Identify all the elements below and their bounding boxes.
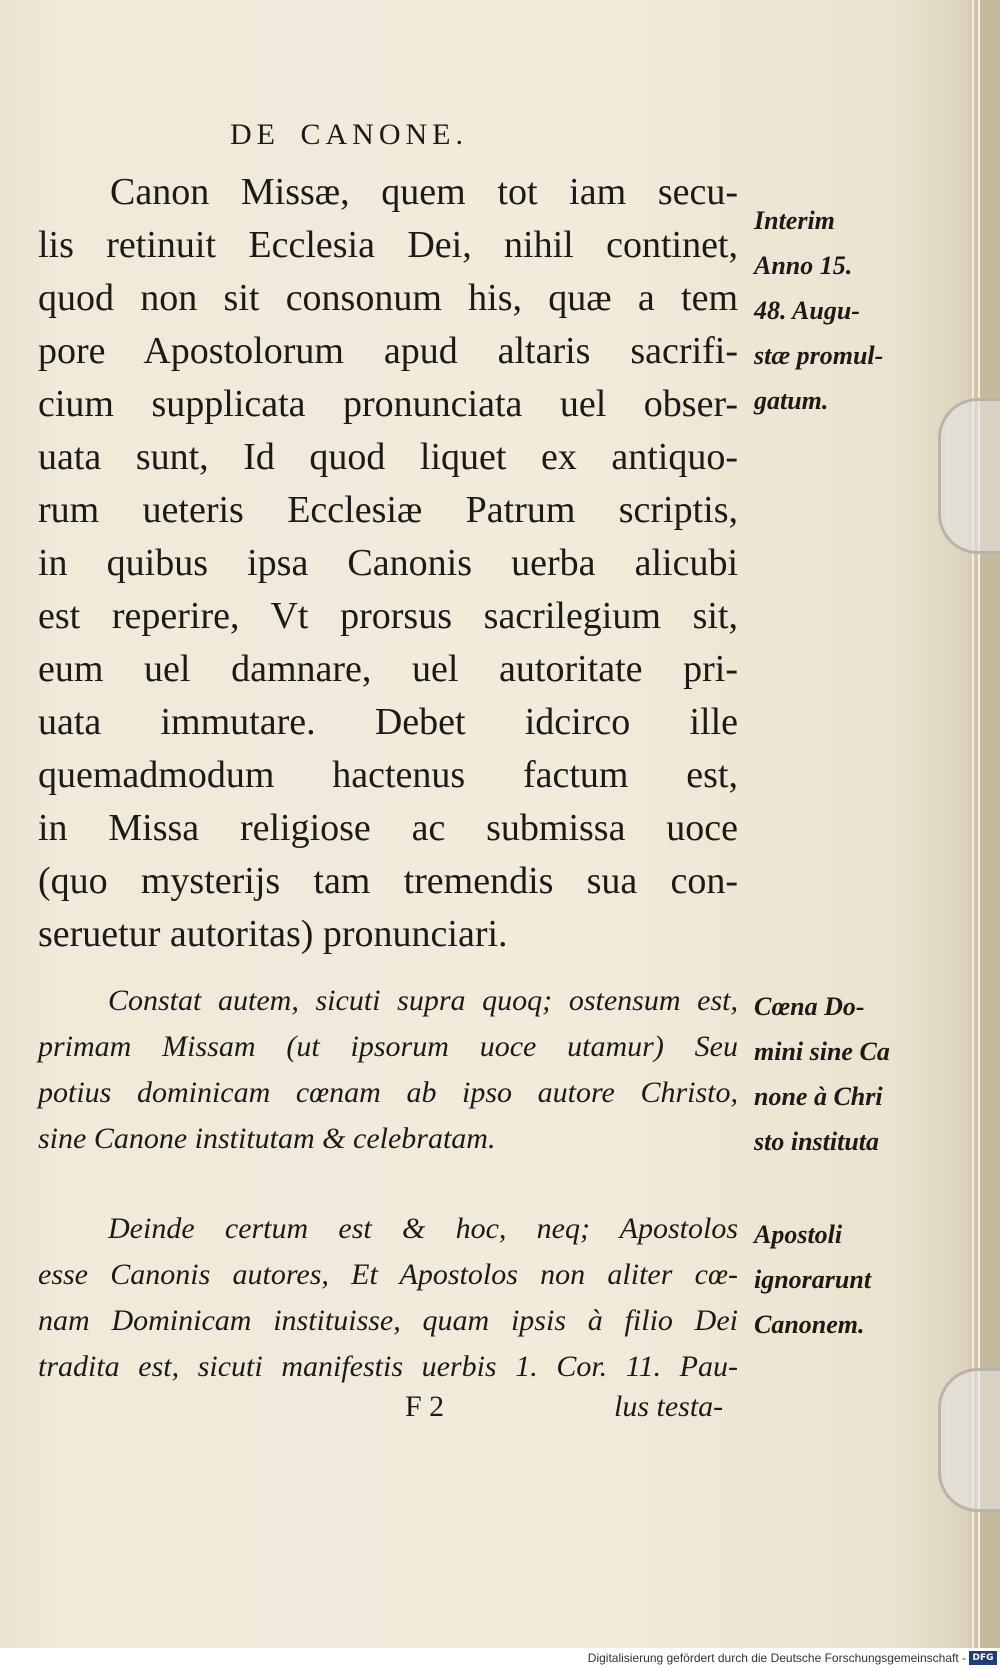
text-line: rum ueteris Ecclesiæ Patrum scriptis, (38, 489, 738, 531)
dfg-logo: DFG (969, 1651, 997, 1665)
funding-credit: Digitalisierung gefördert durch die Deutsche Forschungsgemeinschaft - (587, 1651, 966, 1665)
margin-note-interim (754, 198, 934, 423)
text-line: quod non sit consonum his, quæ a tem (38, 277, 738, 319)
margin-line: Canonem. (754, 1310, 865, 1339)
margin-note-coena (754, 984, 934, 1164)
page-clip (938, 398, 1000, 554)
signature-mark: F 2 (405, 1390, 445, 1423)
paragraph-constat (38, 978, 738, 1162)
text-line: sine Canone institutam & celebratam. (38, 1122, 496, 1155)
text-line: in quibus ipsa Canonis uerba alicubi (38, 542, 738, 584)
text-line: uata immutare. Debet idcirco ille (38, 701, 738, 743)
running-head: DE CANONE. (230, 118, 468, 151)
text-line: est reperire, Vt prorsus sacrilegium sit, (38, 595, 738, 637)
text-line: eum uel damnare, uel autoritate pri- (38, 648, 738, 690)
margin-line: Anno 15. (754, 251, 853, 280)
margin-line: ignorarunt (754, 1265, 872, 1294)
text-line: primam Missam (ut ipsorum uoce utamur) Seu (38, 1030, 738, 1063)
text-line: potius dominicam cœnam ab ipso autore Christo, (38, 1076, 738, 1109)
footer-bar (0, 1648, 1000, 1669)
margin-line: mini sine Ca (754, 1037, 890, 1066)
margin-note-apostoli (754, 1212, 934, 1347)
margin-line: none à Chri (754, 1082, 883, 1111)
text-line: lis retinuit Ecclesia Dei, nihil continet, (38, 224, 738, 266)
text-line: Deinde certum est & hoc, neq; Apostolos (108, 1212, 738, 1245)
margin-line: gatum. (754, 386, 829, 415)
text-line: nam Dominicam instituisse, quam ipsis à filio Dei (38, 1304, 738, 1337)
margin-line: 48. Augu- (754, 296, 860, 325)
text-line: quemadmodum hactenus factum est, (38, 754, 738, 796)
text-line: in Missa religiose ac submissa uoce (38, 807, 738, 849)
margin-line: Cœna Do- (754, 992, 865, 1021)
text-line: uata sunt, Id quod liquet ex antiquo- (38, 436, 738, 478)
page-clip (938, 1368, 1000, 1512)
paragraph-deinde (38, 1206, 738, 1390)
text-line: tradita est, sicuti manifestis uerbis 1. Cor. 11. Pau- (38, 1350, 738, 1383)
text-line: pore Apostolorum apud altaris sacrifi- (38, 330, 738, 372)
text-line: Constat autem, sicuti supra quoq; ostensum est, (108, 984, 738, 1017)
text-line: esse Canonis autores, Et Apostolos non aliter cœ- (38, 1258, 738, 1291)
margin-line: stæ promul- (754, 341, 884, 370)
text-line: seruetur autoritas) pronunciari. (38, 913, 508, 955)
catchword: lus testa- (614, 1390, 724, 1423)
margin-line: Apostoli (754, 1220, 843, 1249)
text-line: cium supplicata pronunciata uel obser- (38, 383, 738, 425)
margin-line: sto instituta (754, 1127, 879, 1156)
margin-line: Interim (754, 206, 835, 235)
text-line: Canon Missæ, quem tot iam secu- (110, 171, 738, 213)
main-paragraph (38, 166, 738, 961)
text-line: (quo mysterijs tam tremendis sua con- (38, 860, 738, 902)
